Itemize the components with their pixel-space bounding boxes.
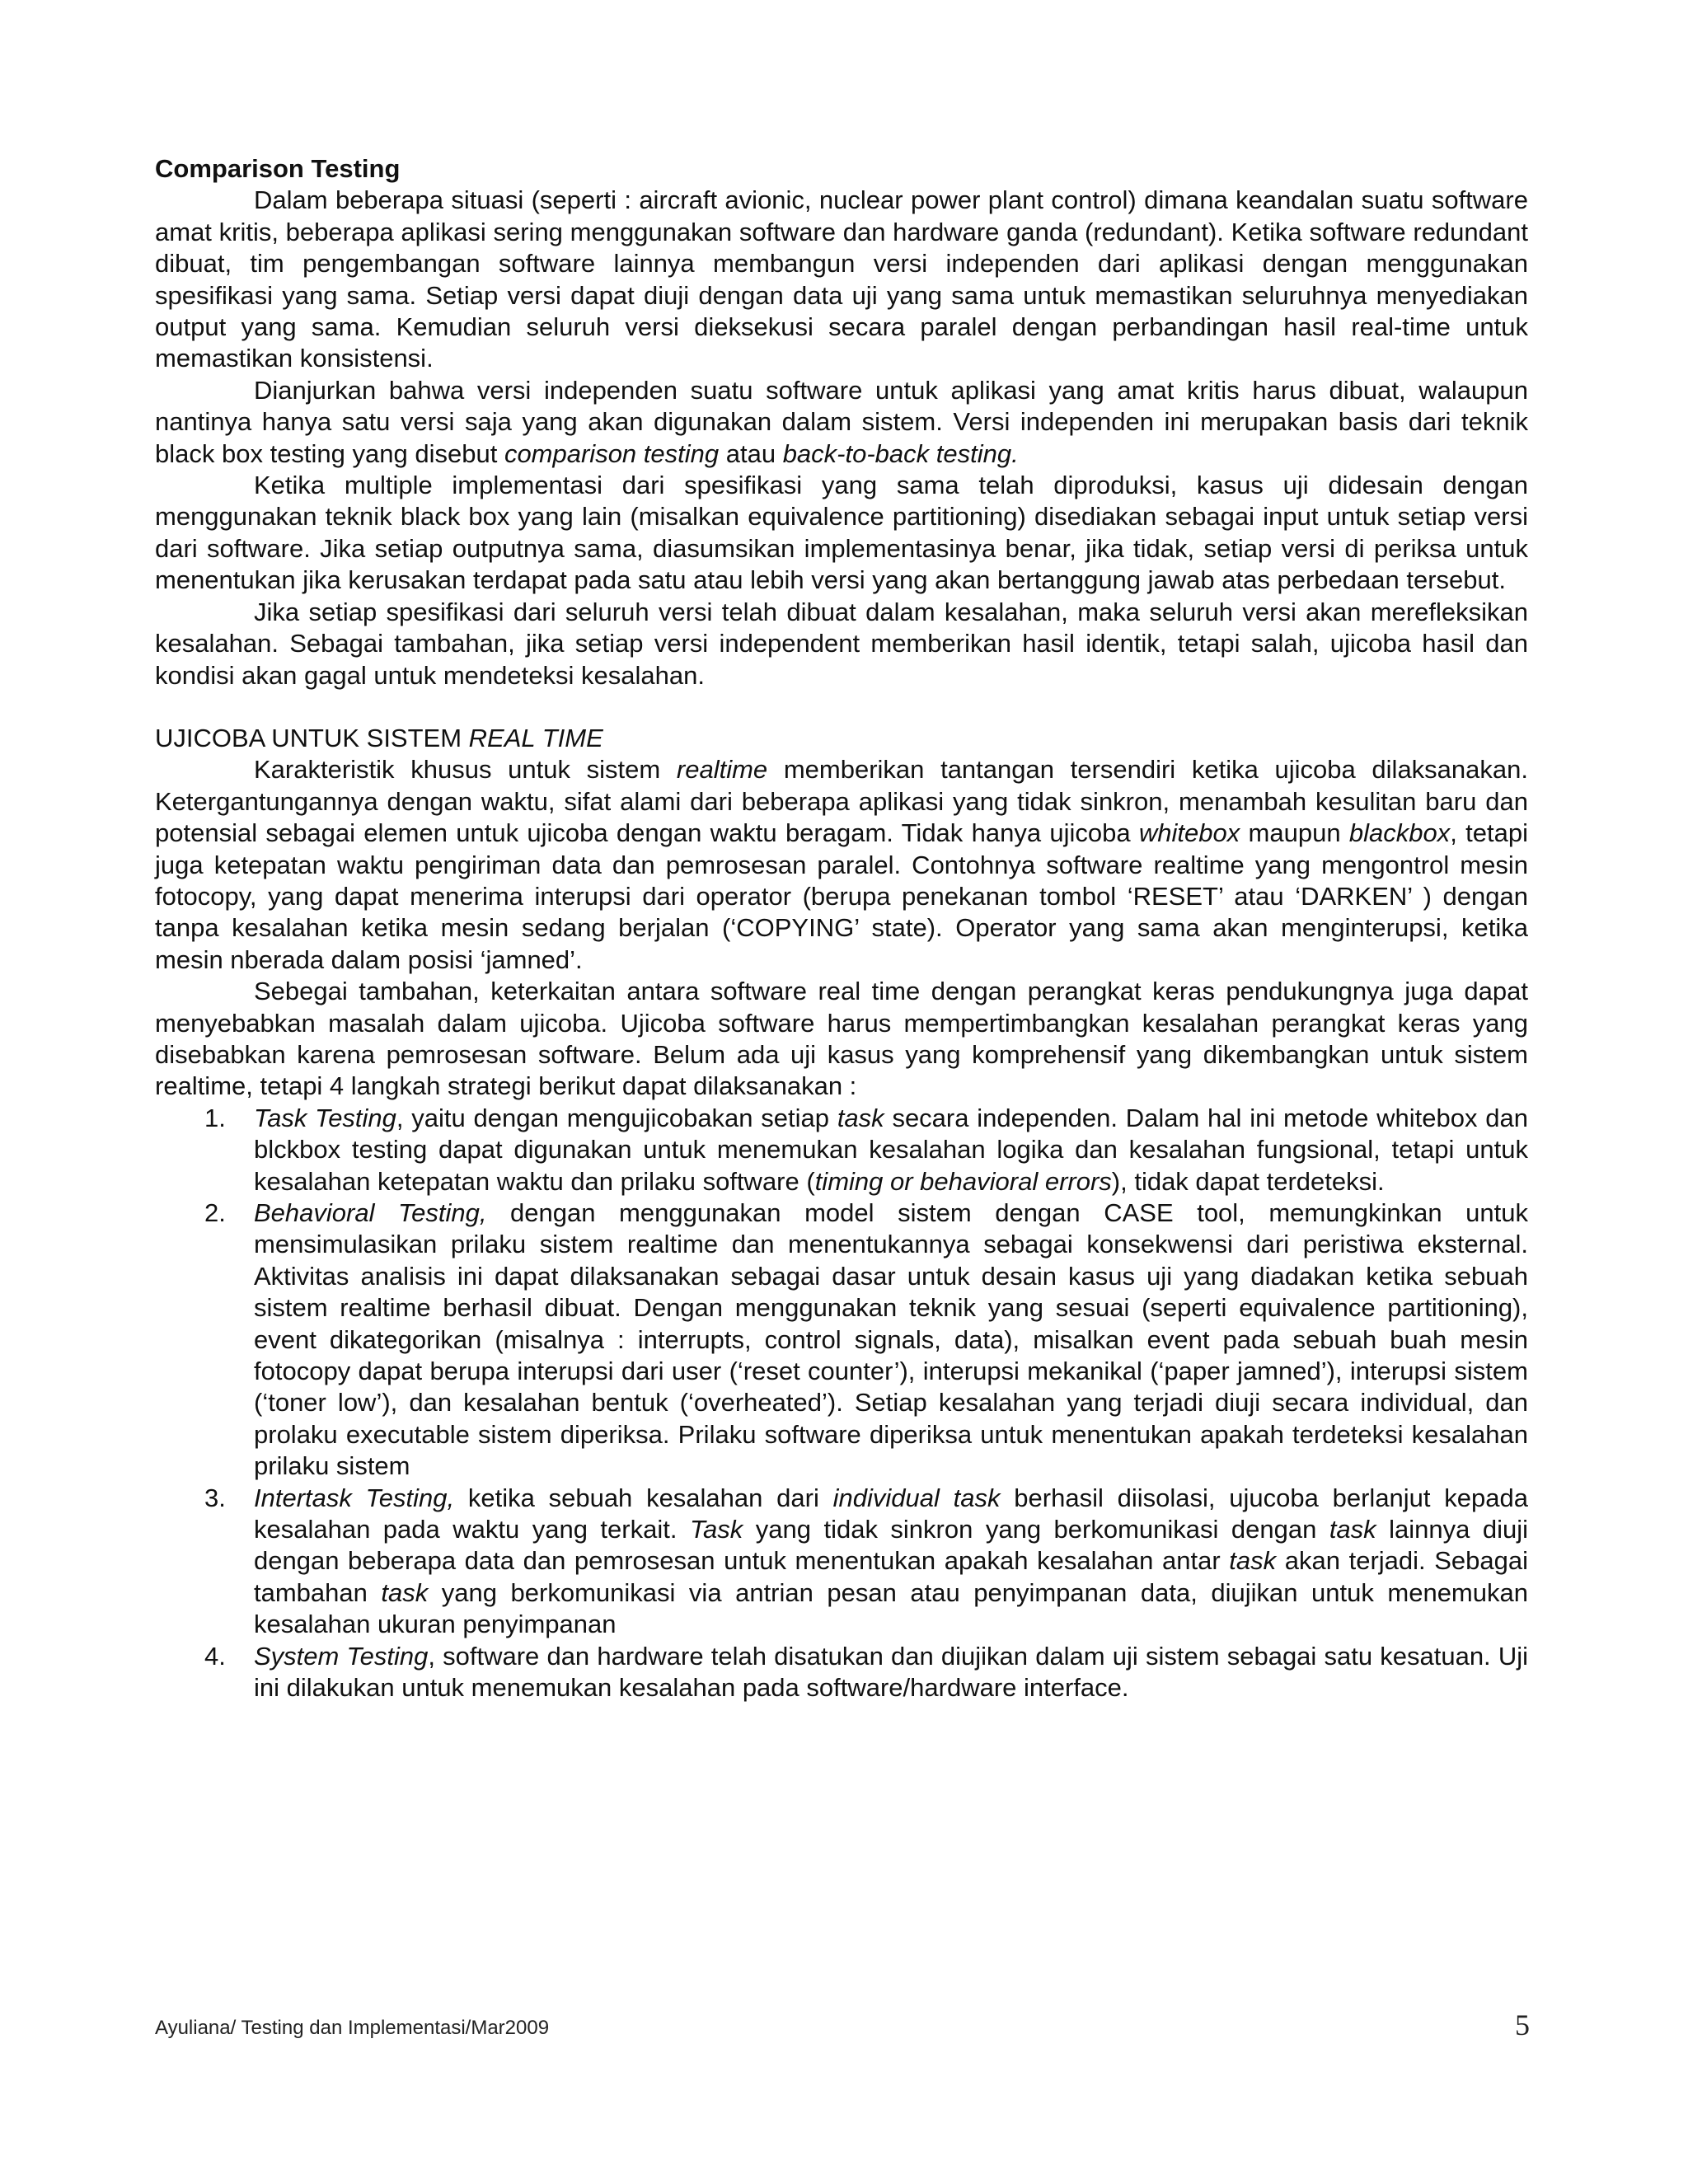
document-body (155, 153, 1528, 1704)
text-run: akan terjadi. Sebagai tambahan (254, 1546, 1529, 1607)
italic-term: Task (689, 1515, 743, 1544)
italic-term: comparison testing (504, 438, 720, 468)
text-run: secara independen. Dalam hal ini metode whitebox dan blckbox testing dapat digunakan untuk menemukan kesalahan logika dan kesalahan fungsional, tetapi untuk kesalahan ketepatan waktu dan prilaku software ( (254, 1103, 1528, 1196)
paragraph: Jika setiap spesifikasi dari seluruh versi telah dibuat dalam kesalahan, maka seluruh versi akan merefleksikan kesalahan. Sebagai tambahan, jika setiap versi independent memberikan hasil identik, tetapi salah, ujicoba hasil dan kondisi akan gagal untuk mendeteksi kesalahan. (155, 597, 1528, 690)
list-item (155, 1197, 1528, 1483)
italic-term: task (381, 1577, 429, 1607)
list-item (155, 1483, 1528, 1641)
italic-term: Behavioral Testing, (254, 1198, 487, 1227)
italic-term: System Testing (254, 1641, 429, 1671)
heading-italic-text: REAL TIME (468, 723, 603, 752)
footer-author-course: Ayuliana/ Testing dan Implementasi/Mar2009 (155, 2017, 550, 2039)
section-heading-realtime (155, 723, 1528, 754)
text-run: berhasil diisolasi, ujucoba berlanjut kepada kesalahan pada waktu yang terkait. (254, 1483, 1529, 1544)
italic-term: task (1329, 1515, 1376, 1544)
text-run: , tetapi juga ketepatan waktu pengiriman data dan pemrosesan paralel. Contohnya software realtime yang mengontrol mesin fotocopy, yang dapat menerima interupsi dari operator (berupa penekanan tombol ‘RESET’ atau ‘DARKEN’ ) dengan tanpa kesalahan ketika mesin sedang berjalan (‘COPYING’ state). Operator yang sama akan menginterupsi, ketika mesin nberada dalam posisi ‘jamned’. (155, 818, 1528, 974)
text-run: ), tidak dapat terdeteksi. (1111, 1166, 1385, 1196)
italic-term: Intertask Testing, (254, 1483, 455, 1512)
text-run: dengan menggunakan model sistem dengan CASE tool, memungkinkan untuk mensimulasikan prilaku sistem realtime dan menentukannya sebagai konsekwensi dari peristiwa eksternal. Aktivitas analisis ini dapat dilaksanakan sebagai dasar untuk desain kasus uji yang diadakan ketika sebuah sistem realtime berhasil dibuat. Dengan menggunakan teknik yang sesuai (seperti equivalence partitioning), event dikategorikan (misalnya : interrupts, control signals, data), misalkan event pada sebuah buah mesin fotocopy dapat berupa interupsi dari user (‘reset counter’), interupsi mekanikal (‘paper jamned’), interupsi sistem (‘toner low’), dan kesalahan bentuk (‘overheated’). Setiap kesalahan yang terjadi diuji secara individual, dan prolaku executable sistem diperiksa. Prilaku software diperiksa untuk menentukan apakah terdeteksi kesalahan prilaku sistem (254, 1198, 1528, 1481)
italic-term: timing or behavioral errors (814, 1166, 1112, 1196)
list-number: 3. (204, 1483, 226, 1512)
text-run: memberikan tantangan tersendiri ketika ujicoba dilaksanakan. Ketergantungannya dengan waktu, sifat alami dari beberapa aplikasi yang tidak sinkron, menambah kesulitan baru dan potensial sebagai elemen untuk ujicoba dengan waktu beragam. Tidak hanya ujicoba (155, 755, 1528, 848)
italic-term: task (1229, 1546, 1277, 1576)
text-run: yang berkomunikasi via antrian pesan atau penyimpanan data, diujikan untuk menemukan kesalahan ukuran penyimpanan (254, 1577, 1528, 1639)
text-run: lainnya diuji dengan beberapa data dan pemrosesan untuk menentukan apakah kesalahan antar (254, 1515, 1529, 1576)
heading-text: UJICOBA UNTUK SISTEM (155, 723, 469, 752)
italic-term: individual task (832, 1483, 1001, 1512)
italic-term: back-to-back testing. (782, 438, 1019, 468)
text-run: yang tidak sinkron yang berkomunikasi dengan (743, 1515, 1329, 1544)
paragraph (155, 375, 1528, 470)
italic-term: blackbox (1348, 818, 1451, 848)
text-run: , yaitu dengan mengujicobakan setiap (396, 1103, 837, 1132)
text-run: , software dan hardware telah disatukan dan diujikan dalam uji sistem sebagai satu kesatuan. Uji ini dilakukan untuk menemukan kesalahan pada software/hardware interface. (254, 1641, 1529, 1703)
list-item (155, 1103, 1528, 1197)
paragraph: Dalam beberapa situasi (seperti : aircraft avionic, nuclear power plant control) dimana keandalan suatu software amat kritis, beberapa aplikasi sering menggunakan software dan hardware ganda (redundant). Ketika software redundant dibuat, tim pengembangan software lainnya membangun versi independen dari aplikasi dengan menggunakan spesifikasi yang sama. Setiap versi dapat diuji dengan data uji yang sama untuk memastikan seluruhnya menyediakan output yang sama. Kemudian seluruh versi dieksekusi secara paralel dengan perbandingan hasil real-time untuk memastikan konsistensi. (155, 185, 1528, 373)
strategy-list (155, 1103, 1528, 1704)
list-item (155, 1641, 1528, 1704)
italic-term: whitebox (1138, 818, 1240, 848)
paragraph (155, 754, 1528, 976)
section-heading-comparison-testing: Comparison Testing (155, 154, 401, 183)
text-run: Dianjurkan bahwa versi independen suatu software untuk aplikasi yang amat kritis harus dibuat, walaupun nantinya hanya satu versi saja yang akan digunakan dalam sistem. Versi independen ini merupakan basis dari teknik black box testing yang disebut (155, 375, 1528, 468)
paragraph: Sebegai tambahan, keterkaitan antara software real time dengan perangkat keras pendukungnya juga dapat menyebabkan masalah dalam ujicoba. Ujicoba software harus mempertimbangkan kesalahan perangkat keras yang disebabkan karena pemrosesan software. Belum ada uji kasus yang komprehensif yang dikembangkan untuk sistem realtime, tetapi 4 langkah strategi berikut dapat dilaksanakan : (155, 977, 1528, 1101)
italic-term: task (837, 1103, 884, 1132)
text-run: maupun (1240, 818, 1349, 848)
italic-term: Task Testing (254, 1103, 396, 1132)
text-run: ketika sebuah kesalahan dari (454, 1483, 833, 1512)
paragraph: Ketika multiple implementasi dari spesifikasi yang sama telah diproduksi, kasus uji didesain dengan menggunakan teknik black box yang lain (misalkan equivalence partitioning) disediakan sebagai input untuk setiap versi dari software. Jika setiap outputnya sama, diasumsikan implementasinya benar, jika tidak, setiap versi di periksa untuk menentukan jika kerusakan terdapat pada satu atau lebih versi yang akan bertanggung jawab atas perbedaan tersebut. (155, 471, 1528, 595)
list-number: 4. (204, 1641, 226, 1671)
list-number: 2. (204, 1198, 226, 1227)
text-run: atau (719, 438, 783, 468)
page-number: 5 (1515, 2008, 1530, 2041)
list-number: 1. (204, 1103, 226, 1132)
italic-term: realtime (676, 755, 768, 785)
text-run: Karakteristik khusus untuk sistem (254, 755, 677, 785)
